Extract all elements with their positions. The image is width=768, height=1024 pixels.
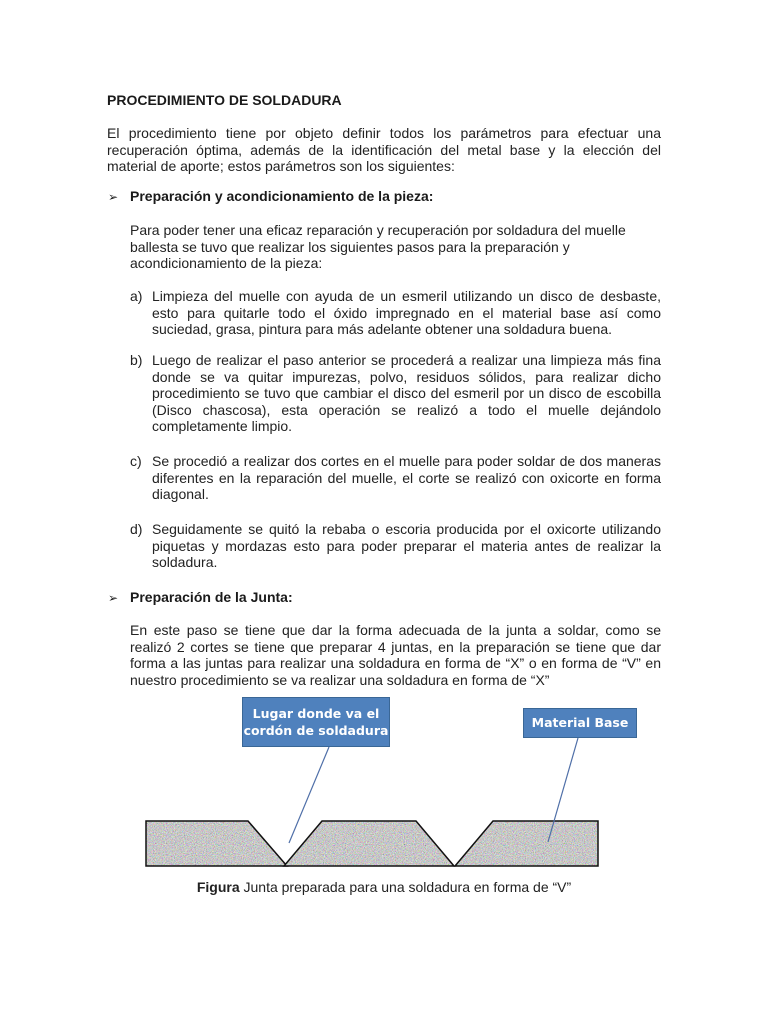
section2-paragraph: En este paso se tiene que dar la forma adecuada de la junta a soldar, como se realizó 2 cortes se tiene que preparar 4 juntas, en la preparación se tiene que dar forma a las juntas para realizar una soldadura en forma de “X” o en forma de “V” en nuestro procedimiento se va realizar una soldadura en forma de “X” <box>130 622 661 688</box>
list-item-text: Luego de realizar el paso anterior se procederá a realizar una limpieza más fina donde se va quitar impurezas, polvo, residuos sólidos, para realizar dicho procedimiento se tuvo que cambiar el disco del esmeril por un disco de escobilla (Disco chascosa), esta operación se realizó a todo el muelle dejándolo completamente limpio. <box>152 352 661 434</box>
callout-base-material: Material Base <box>523 708 637 738</box>
base-plate-middle <box>284 821 455 867</box>
list-item-text: Seguidamente se quitó la rebaba o escoria producida por el oxicorte utilizando piquetas y mordazas esto para poder preparar el materia antes de realizar la soldadura. <box>152 521 661 570</box>
list-item-text: Limpieza del muelle con ayuda de un esmeril utilizando un disco de desbaste, esto para quitarle todo el óxido impregnado en el material base así como suciedad, grasa, pintura para más adelante obtener una soldadura buena. <box>152 288 661 337</box>
caption-label: Figura <box>196 879 240 895</box>
section-heading-preparacion-pieza: Preparación y acondicionamiento de la pieza: <box>130 188 434 204</box>
list-item-letter: d) <box>130 521 143 537</box>
base-plate-right <box>455 821 599 867</box>
callout-weld-location: Lugar donde va el cordón de soldadura <box>242 697 390 747</box>
document-title: PROCEDIMIENTO DE SOLDADURA <box>107 92 342 108</box>
list-item-letter: b) <box>130 352 143 368</box>
list-item-letter: a) <box>130 288 143 304</box>
figure-caption <box>0 879 768 895</box>
caption-text: Junta preparada para una soldadura en forma de “V” <box>239 879 572 895</box>
list-item-text: Se procedió a realizar dos cortes en el muelle para poder soldar de dos maneras diferentes en la reparación del muelle, el corte se realizó con oxicorte en forma diagonal. <box>152 453 661 502</box>
bullet-arrow-icon: ➢ <box>108 591 119 605</box>
base-plate-left <box>146 821 288 867</box>
section1-paragraph: Para poder tener una eficaz reparación y recuperación por soldadura del muelle ballesta se tuvo que realizar los siguientes pasos para la preparación y acondicionamiento de la pieza: <box>130 222 626 271</box>
intro-paragraph: El procedimiento tiene por objeto definir todos los parámetros para efectuar una recuperación óptima, además de la identificación del metal base y la elección del material de aporte; estos parámetros son los siguientes: <box>107 125 661 174</box>
section-heading-preparacion-junta: Preparación de la Junta: <box>130 589 293 605</box>
bullet-arrow-icon: ➢ <box>108 190 119 204</box>
list-item-letter: c) <box>130 453 142 469</box>
